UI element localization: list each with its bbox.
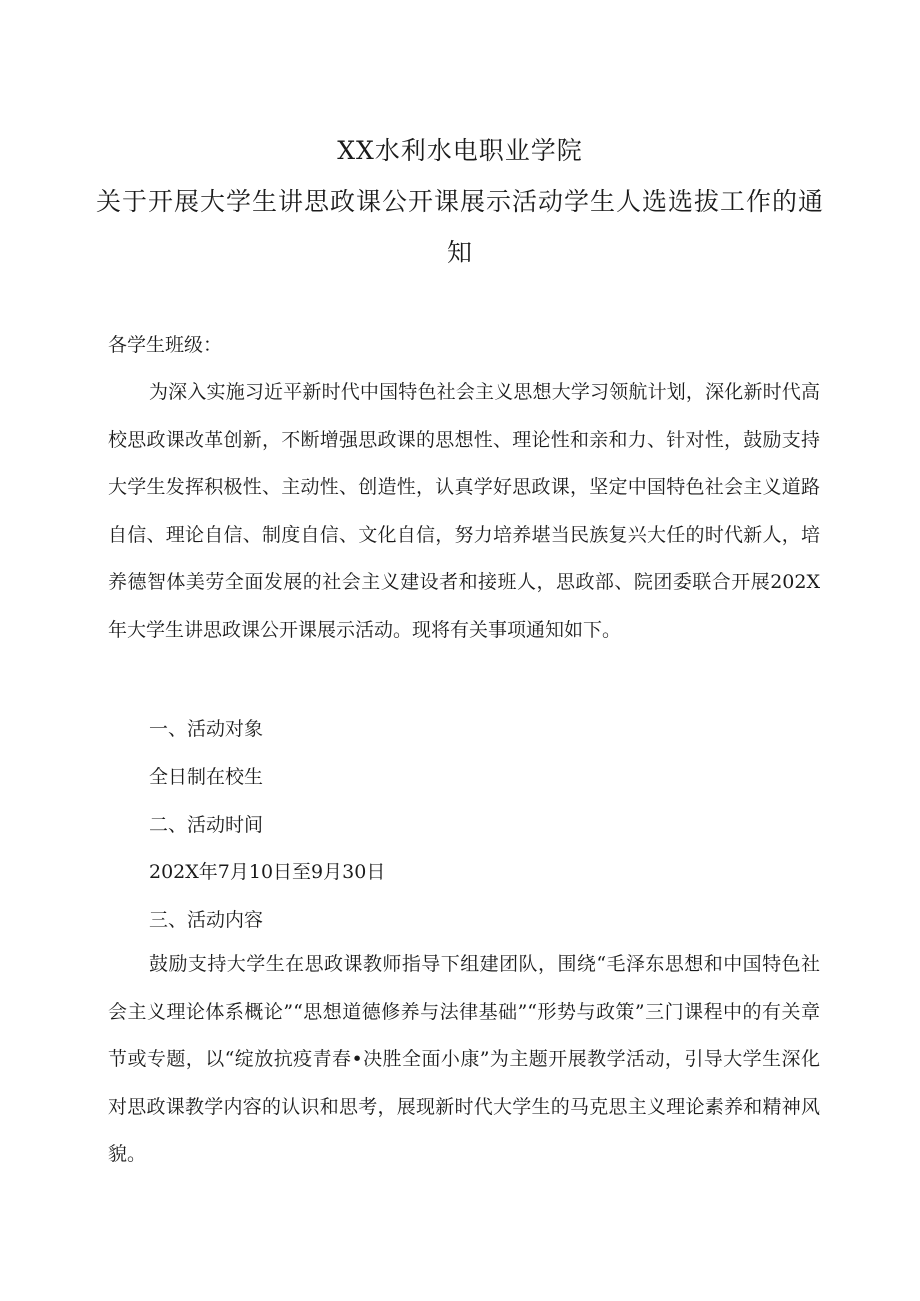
intro-paragraph: 为深入实施习近平新时代中国特色社会主义思想大学习领航计划，深化新时代高校思政课改革创新，不断增强思政课的思想性、理论性和亲和力、针对性，鼓励支持大学生发挥积极性、主动性、创造性，认真学好思政课，坚定中国特色社会主义道路自信、理论自信、制度自信、文化自信，努力培养堪当民族复兴大任的时代新人，培养德智体美劳全面发展的社会主义建设者和接班人，思政部、院团委联合开展202X年大学生讲思政课公开课展示活动。现将有关事项通知如下。 <box>108 381 820 641</box>
document-title-subject-continued: 知 <box>446 238 473 267</box>
document-title-institution: XX水利水电职业学院 <box>337 136 583 165</box>
section-body-content: 鼓励支持大学生在思政课教师指导下组建团队，围绕“毛泽东思想和中国特色社会主义理论体系概论”“思想道德修养与法律基础”“形势与政策”三门课程中的有关章节或专题，以“绽放抗疫青春•决胜全面小康”为主题开展教学活动，引导大学生深化对思政课教学内容的认识和思考，展现新时代大学生的马克思主义理论素养和精神风貌。 <box>108 953 820 1165</box>
document-title-subject: 关于开展大学生讲思政课公开课展示活动学生人选选拔工作的通 <box>95 187 824 216</box>
section-heading-participants: 一、活动对象 <box>149 718 264 740</box>
section-body-time: 202X年7月10日至9月30日 <box>149 861 386 883</box>
section-heading-content: 三、活动内容 <box>149 909 264 931</box>
salutation: 各学生班级： <box>108 334 223 356</box>
section-body-participants: 全日制在校生 <box>149 766 264 788</box>
section-heading-time: 二、活动时间 <box>149 814 264 836</box>
